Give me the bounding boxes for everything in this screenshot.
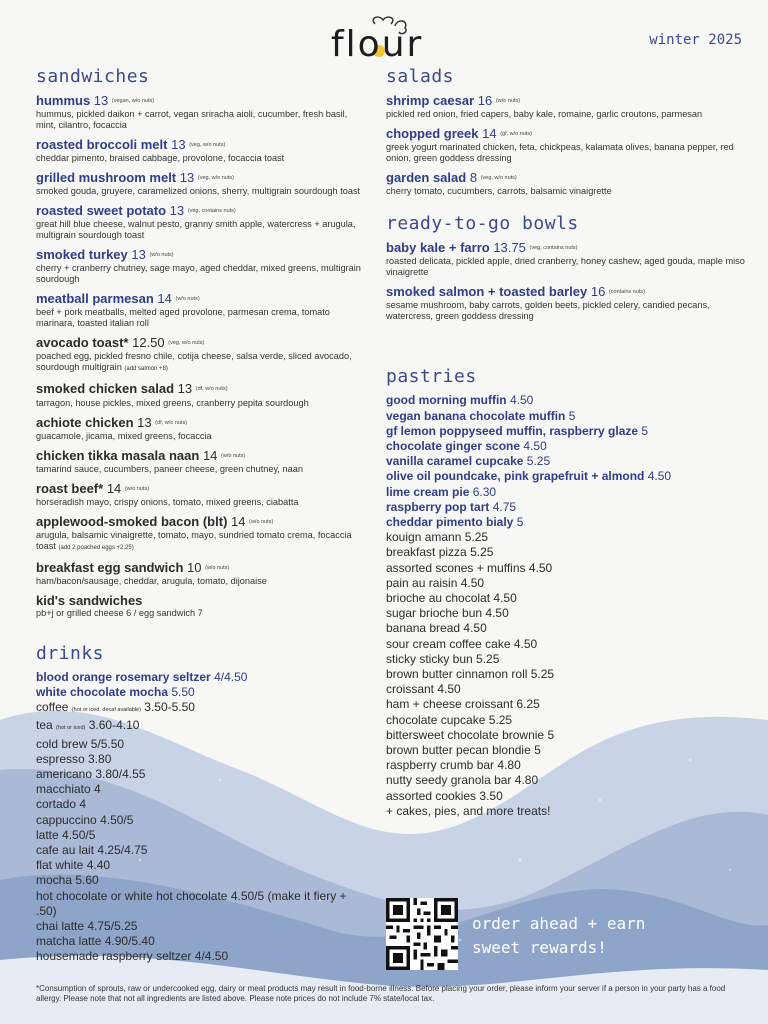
menu-item — [386, 126, 746, 164]
list-item — [386, 789, 746, 804]
list-item-price: 3.50 — [479, 788, 503, 803]
item-price: 14 — [157, 291, 172, 307]
list-item — [386, 545, 746, 560]
item-dietary-tag: (w/o nuts) — [249, 518, 274, 525]
rewards-promo — [472, 912, 645, 960]
item-description-text: sesame mushroom, baby carrots, golden beets, pickled celery, candied pecans, watercress, green goddess dressing — [386, 300, 710, 322]
list-item — [386, 697, 746, 712]
item-description — [36, 186, 366, 197]
item-dietary-tag: (gf, w/o nuts) — [500, 131, 532, 138]
item-description — [36, 153, 366, 164]
item-name-line — [36, 381, 366, 397]
item-name: roast beef* — [36, 480, 104, 496]
item-dietary-tag: (w/o nuts) — [149, 252, 174, 259]
menu-item — [386, 240, 746, 278]
list-item-name: matcha latte — [36, 934, 102, 949]
list-item-price: 4.50 — [460, 575, 485, 590]
item-name: smoked salmon + toasted barley — [386, 284, 588, 300]
list-item — [36, 858, 366, 873]
list-item — [386, 485, 746, 500]
list-item — [386, 454, 746, 469]
list-item-tag: (hot or iced, decaf available) — [71, 707, 141, 714]
list-item — [386, 576, 746, 591]
item-description — [36, 307, 366, 329]
list-item — [36, 797, 366, 812]
item-description-text: tamarind sauce, cucumbers, paneer cheese, green chutney, naan — [36, 463, 303, 474]
item-dietary-tag: (w/o nuts) — [124, 485, 150, 492]
item-dietary-tag: (w/o nuts) — [221, 452, 246, 459]
item-description-text: beef + pork meatballs, melted aged provolone, parmesan crema, tomato marinara, toasted italian roll — [36, 307, 330, 329]
item-description-text: greek yogurt marinated chicken, feta, chickpeas, kalamata olives, banana pepper, red onion, green goddess dressing — [386, 142, 734, 164]
list-item-price: 3.80/4.55 — [95, 767, 146, 782]
list-item — [36, 843, 366, 858]
list-item-price: 4 — [94, 782, 101, 797]
item-name-line — [386, 93, 746, 109]
menu-item — [386, 284, 746, 322]
item-dietary-tag: (df, w/o nuts) — [155, 419, 188, 426]
item-name: chicken tikka masala naan — [36, 447, 200, 463]
list-item-name: lime cream pie — [386, 484, 470, 499]
list-item-name: banana bread — [386, 621, 461, 636]
list-item-price: 4.50 — [463, 621, 487, 636]
list-item-name: americano — [36, 767, 93, 782]
list-item-price: 4.75/5.25 — [87, 919, 138, 934]
list-item — [36, 873, 366, 888]
list-item — [36, 767, 366, 782]
left-column — [36, 66, 366, 965]
item-dietary-tag: (w/o nuts) — [495, 98, 521, 105]
list-item-price: 6.30 — [472, 484, 497, 499]
sandwich-list — [36, 93, 366, 619]
list-item-price: 4.50 — [437, 682, 461, 697]
list-item-price: 4.50/5 (make it fiery + .50) — [36, 888, 347, 918]
list-item — [36, 670, 366, 685]
item-name-line — [36, 560, 366, 576]
menu-item — [36, 137, 366, 164]
item-description-text: tarragon, house pickles, mixed greens, cranberry pepita sourdough — [36, 397, 309, 408]
list-item — [36, 752, 366, 767]
item-price: 13 — [177, 381, 193, 397]
item-name: roasted broccoli melt — [36, 137, 168, 153]
item-description-text: cherry + cranberry chutney, sage mayo, aged cheddar, mixed greens, multigrain sourdough — [36, 263, 361, 285]
logo-wordmark: flour — [331, 24, 424, 65]
list-item-name: chai latte — [36, 919, 85, 934]
menu-item — [386, 170, 746, 197]
item-description — [36, 263, 366, 285]
flour-logo — [331, 16, 441, 65]
item-price: 13 — [93, 93, 109, 108]
list-item-name: coffee — [36, 700, 69, 715]
item-description — [36, 351, 366, 375]
item-description — [36, 608, 366, 619]
list-item — [386, 409, 746, 424]
list-item — [386, 758, 746, 773]
item-dietary-tag: (w/o nuts) — [205, 564, 230, 571]
list-item-price: 5.25 — [530, 666, 555, 681]
list-item-price: 5 — [547, 727, 555, 742]
list-item-name: latte — [36, 827, 59, 842]
drink-list — [36, 670, 366, 965]
list-item-name: cheddar pimento bialy — [386, 514, 514, 529]
season-label: winter 2025 — [649, 32, 742, 48]
menu-item — [36, 291, 366, 329]
list-item-price: 5 — [534, 742, 541, 757]
item-name-line — [36, 514, 366, 530]
item-name: roasted sweet potato — [36, 203, 167, 219]
item-description — [36, 219, 366, 241]
list-item-tag: (hot or iced) — [56, 725, 86, 732]
list-item — [386, 469, 746, 484]
list-item-name: cafe au lait — [36, 843, 95, 858]
list-item — [386, 515, 746, 530]
item-description — [36, 109, 366, 131]
list-item-name: vanilla caramel cupcake — [386, 454, 524, 469]
menu-item — [36, 335, 366, 375]
item-description-text: arugula, balsamic vinaigrette, tomato, mayo, sundried tomato crema, focaccia toast — [36, 529, 352, 551]
list-item-name: breakfast pizza — [386, 545, 467, 560]
list-item-price: 4.50 — [485, 606, 509, 621]
menu-item — [36, 170, 366, 197]
item-name: kid's sandwiches — [36, 592, 143, 608]
menu-item — [36, 481, 366, 508]
list-item-name: + cakes, pies, and more treats! — [386, 803, 551, 818]
item-description — [36, 530, 366, 554]
item-description — [36, 576, 366, 587]
list-item-price: 4/4.50 — [214, 669, 248, 684]
list-item — [386, 652, 746, 667]
list-item — [386, 393, 746, 408]
item-description-text: roasted delicata, pickled apple, dried cranberry, honey cashew, aged gouda, maple miso vinaigrette — [386, 256, 745, 278]
list-item — [36, 737, 366, 752]
list-item-name: chocolate ginger scone — [386, 438, 521, 453]
list-item-price: 4.50 — [493, 590, 517, 605]
item-description — [36, 464, 366, 475]
salad-list — [386, 93, 746, 197]
item-description-text: hummus, pickled daikon + carrot, vegan sriracha aioli, cucumber, fresh basil, mint, cilantro, focaccia — [36, 109, 348, 131]
item-price: 13 — [179, 170, 195, 186]
list-item — [386, 667, 746, 682]
menu-item — [36, 593, 366, 619]
list-item-price: 3.60-4.10 — [88, 718, 140, 733]
item-description — [36, 497, 366, 508]
promo-line-2: sweet rewards! — [472, 938, 607, 957]
promo-line-1: order ahead + earn — [472, 914, 646, 933]
item-name: grilled mushroom melt — [36, 170, 177, 186]
list-item-price: 4.50 — [523, 438, 547, 453]
list-item-price: 5.25 — [526, 454, 551, 469]
item-dietary-tag: (contains nuts) — [608, 289, 646, 296]
list-item — [386, 500, 746, 515]
item-price: 14 — [482, 126, 497, 142]
list-item — [36, 813, 366, 828]
list-item-price: 4.50 — [528, 560, 553, 575]
menu-item — [36, 560, 366, 587]
list-item-name: tea — [36, 718, 53, 733]
item-name-line — [36, 137, 366, 153]
list-item — [386, 713, 746, 728]
item-name-line — [36, 247, 366, 263]
list-item-name: sour cream coffee cake — [386, 636, 511, 651]
list-item — [36, 889, 366, 919]
list-item-price: 5.25 — [470, 545, 494, 560]
list-item-name: sugar brioche bun — [386, 606, 483, 621]
item-description — [36, 398, 366, 409]
item-name-line — [36, 481, 366, 497]
list-item-name: assorted scones + muffins — [386, 560, 526, 575]
item-price: 10 — [187, 559, 202, 575]
item-name-line — [36, 335, 366, 351]
menu-item — [36, 448, 366, 475]
item-price: 13.75 — [493, 240, 526, 256]
item-price: 13 — [137, 414, 152, 430]
list-item — [36, 718, 366, 736]
item-price: 16 — [590, 284, 606, 300]
list-item-name: mocha — [36, 873, 73, 888]
list-item — [36, 782, 366, 797]
menu-item — [386, 93, 746, 120]
item-price: 13 — [169, 203, 185, 219]
item-description — [36, 431, 366, 442]
item-price: 14 — [231, 513, 246, 529]
list-item-price: 5.60 — [75, 873, 99, 888]
pastries-heading: pastries — [386, 366, 477, 388]
list-item-price: 4.80 — [514, 773, 539, 788]
list-item — [386, 682, 746, 697]
drinks-heading: drinks — [36, 642, 105, 664]
list-item-price: 4.50/5 — [62, 827, 96, 842]
item-name-line — [36, 170, 366, 186]
list-item-name: cortado — [36, 797, 77, 812]
pastry-list — [386, 393, 746, 819]
item-price: 8 — [469, 170, 478, 186]
list-item-price: 6.25 — [516, 697, 540, 712]
list-item-name: flat white — [36, 858, 84, 873]
list-item-name: assorted cookies — [386, 788, 477, 803]
item-name-line — [36, 291, 366, 307]
item-name: avocado toast* — [36, 335, 129, 351]
list-item — [36, 919, 366, 934]
menu-item — [36, 381, 366, 408]
list-item — [386, 637, 746, 652]
list-item-name: raspberry crumb bar — [386, 758, 495, 773]
list-item — [386, 439, 746, 454]
item-dietary-tag: (veg, w/o nuts) — [197, 175, 234, 182]
list-item-name: olive oil poundcake, pink grapefruit + almond — [386, 469, 645, 484]
item-name-line — [36, 203, 366, 219]
item-name: meatball parmesan — [36, 291, 154, 307]
bowls-heading: ready-to-go bowls — [386, 213, 579, 235]
list-item-name: cappuccino — [36, 812, 97, 827]
item-dietary-tag: (veg, w/o nuts) — [189, 142, 226, 149]
item-description-text: ham/bacon/sausage, cheddar, arugula, tomato, dijonaise — [36, 575, 267, 586]
list-item-price: 5 — [516, 514, 524, 529]
list-item-name: housemade raspberry seltzer — [36, 949, 192, 964]
item-name-line — [386, 284, 746, 300]
list-item — [386, 424, 746, 439]
list-item-price: 5.25 — [464, 530, 489, 545]
item-description-text: poached egg, pickled fresno chile, cotija cheese, salsa verde, sliced avocado, sourdough multigrain — [36, 351, 352, 373]
list-item-name: gf lemon poppyseed muffin, raspberry glaze — [386, 423, 639, 438]
list-item — [36, 700, 366, 718]
item-price: 12.50 — [132, 335, 165, 351]
item-dietary-tag: (vegan, w/o nuts) — [111, 98, 155, 105]
item-description-text: great hill blue cheese, walnut pesto, granny smith apple, watercress + arugula, multigrain sourdough toast — [36, 219, 356, 241]
item-name-line — [36, 593, 366, 608]
list-item — [386, 773, 746, 788]
list-item — [36, 934, 366, 949]
item-description-text: pickled red onion, fried capers, baby kale, romaine, garlic croutons, parmesan — [386, 109, 703, 120]
item-description-text: pb+j or grilled cheese 6 / egg sandwich 7 — [36, 607, 203, 618]
list-item-name: raspberry pop tart — [386, 499, 490, 514]
list-item-price: 4.50 — [513, 636, 538, 651]
item-name: breakfast egg sandwich — [36, 559, 184, 575]
menu-item — [36, 415, 366, 442]
item-description — [386, 142, 746, 164]
list-item — [386, 591, 746, 606]
item-name: garden salad — [386, 170, 467, 186]
list-item-name: pain au raisin — [386, 575, 458, 590]
item-description-text: cheddar pimento, braised cabbage, provolone, focaccia toast — [36, 153, 285, 164]
item-price: 14 — [202, 447, 218, 463]
item-addon-note: (add 2 poached eggs +2.25) — [58, 544, 134, 551]
list-item-name: macchiato — [36, 782, 91, 797]
item-name: baby kale + farro — [386, 240, 490, 256]
item-name: chopped greek — [386, 126, 479, 142]
list-item — [386, 728, 746, 743]
list-item-price: 3.80 — [88, 751, 112, 766]
allergy-disclaimer: *Consumption of sprouts, raw or undercooked egg, dairy or meat products may result in food-borne illness. Before placing your order, please inform your server if a person in your party has a food allergy. Please note that not all ingredients are listed above. Please note prices do not include 7% state/local tax. — [36, 984, 726, 1003]
list-item-name: croissant — [386, 682, 435, 697]
item-description-text: smoked gouda, gruyere, caramelized onions, sherry, multigrain sourdough toast — [36, 186, 361, 197]
item-description — [386, 300, 746, 322]
item-description — [386, 186, 746, 197]
list-item-price: 4.90/5.40 — [104, 934, 155, 949]
item-price: 16 — [477, 93, 493, 108]
list-item-name: brioche au chocolat — [386, 590, 491, 605]
list-item-name: bittersweet chocolate brownie — [386, 727, 545, 742]
item-description — [386, 256, 746, 278]
item-name: applewood-smoked bacon (blt) — [36, 513, 228, 529]
list-item-name: brown butter cinnamon roll — [386, 666, 528, 681]
list-item-price: 5 — [568, 408, 576, 423]
item-name: hummus — [36, 93, 91, 108]
right-column — [386, 66, 746, 819]
list-item-price: 4/4.50 — [194, 949, 229, 964]
list-item-price: 4.25/4.75 — [97, 843, 148, 858]
list-item-price: 4.80 — [497, 758, 521, 773]
item-name-line — [386, 240, 746, 256]
list-item-name: vegan banana chocolate muffin — [386, 408, 566, 423]
list-item-price: 5.25 — [476, 651, 500, 666]
menu-item — [36, 247, 366, 285]
item-name: smoked turkey — [36, 247, 128, 263]
bowl-list — [386, 240, 746, 322]
list-item-name: hot chocolate or white hot chocolate — [36, 888, 228, 903]
list-item-name: brown butter pecan blondie — [386, 742, 531, 757]
item-addon-note: (add salmon +8) — [124, 366, 168, 373]
list-item-price: 4 — [79, 797, 87, 812]
list-item — [386, 621, 746, 636]
list-item — [36, 949, 366, 964]
menu-item — [36, 514, 366, 554]
list-item-price: 4.75 — [492, 499, 517, 514]
item-name-line — [36, 448, 366, 464]
list-item-price: 4.50 — [509, 393, 534, 408]
salads-heading: salads — [386, 66, 455, 87]
list-item-price: 5/5.50 — [90, 736, 125, 751]
item-description — [386, 109, 746, 120]
list-item-name: ham + cheese croissant — [386, 697, 514, 712]
item-price: 14 — [106, 480, 122, 496]
list-item — [386, 804, 746, 819]
list-item — [386, 530, 746, 545]
item-description-text: horseradish mayo, crispy onions, tomato, mixed greens, ciabatta — [36, 496, 299, 507]
list-item — [386, 561, 746, 576]
list-item-name: white chocolate mocha — [36, 685, 169, 700]
list-item-name: sticky sticky bun — [386, 651, 473, 666]
list-item-price: 4.40 — [86, 858, 111, 873]
list-item-name: chocolate cupcake — [386, 712, 486, 727]
item-name: achiote chicken — [36, 414, 134, 430]
item-name: smoked chicken salad — [36, 381, 175, 397]
list-item-name: kouign amann — [386, 530, 462, 545]
list-item-name: good morning muffin — [386, 393, 507, 408]
list-item — [36, 685, 366, 700]
item-dietary-tag: (w/o nuts) — [175, 296, 200, 303]
list-item — [386, 743, 746, 758]
list-item-name: espresso — [36, 751, 85, 766]
item-price: 13 — [171, 137, 186, 153]
item-dietary-tag: (veg, contains nuts) — [187, 208, 236, 215]
list-item-name: nutty seedy granola bar — [386, 773, 512, 788]
item-name: shrimp caesar — [386, 93, 475, 108]
list-item-price: 5.50 — [171, 685, 195, 700]
item-dietary-tag: (veg, contains nuts) — [529, 245, 578, 252]
list-item-price: 5.25 — [488, 712, 513, 727]
list-item-price: 5 — [641, 423, 649, 438]
list-item-name: blood orange rosemary seltzer — [36, 669, 211, 684]
item-dietary-tag: (veg, w/o nuts) — [168, 340, 205, 347]
item-name-line — [386, 126, 746, 142]
list-item-price: 4.50/5 — [100, 812, 134, 827]
list-item-price: 3.50-5.50 — [144, 700, 195, 715]
menu-item — [36, 203, 366, 241]
item-price: 13 — [131, 247, 146, 263]
item-name-line — [386, 170, 746, 186]
sandwiches-heading: sandwiches — [36, 66, 150, 87]
item-dietary-tag: (veg, w/o nuts) — [480, 175, 517, 182]
item-description-text: guacamole, jicama, mixed greens, focaccia — [36, 430, 212, 441]
menu-item — [36, 93, 366, 131]
list-item-name: cold brew — [36, 736, 88, 751]
item-description-text: cherry tomato, cucumbers, carrots, balsamic vinaigrette — [386, 186, 612, 197]
list-item — [386, 606, 746, 621]
item-dietary-tag: (df, w/o nuts) — [195, 386, 228, 393]
list-item-price: 4.50 — [647, 469, 672, 484]
item-name-line — [36, 93, 366, 109]
list-item — [36, 828, 366, 843]
item-name-line — [36, 415, 366, 431]
qr-code[interactable] — [386, 898, 458, 970]
